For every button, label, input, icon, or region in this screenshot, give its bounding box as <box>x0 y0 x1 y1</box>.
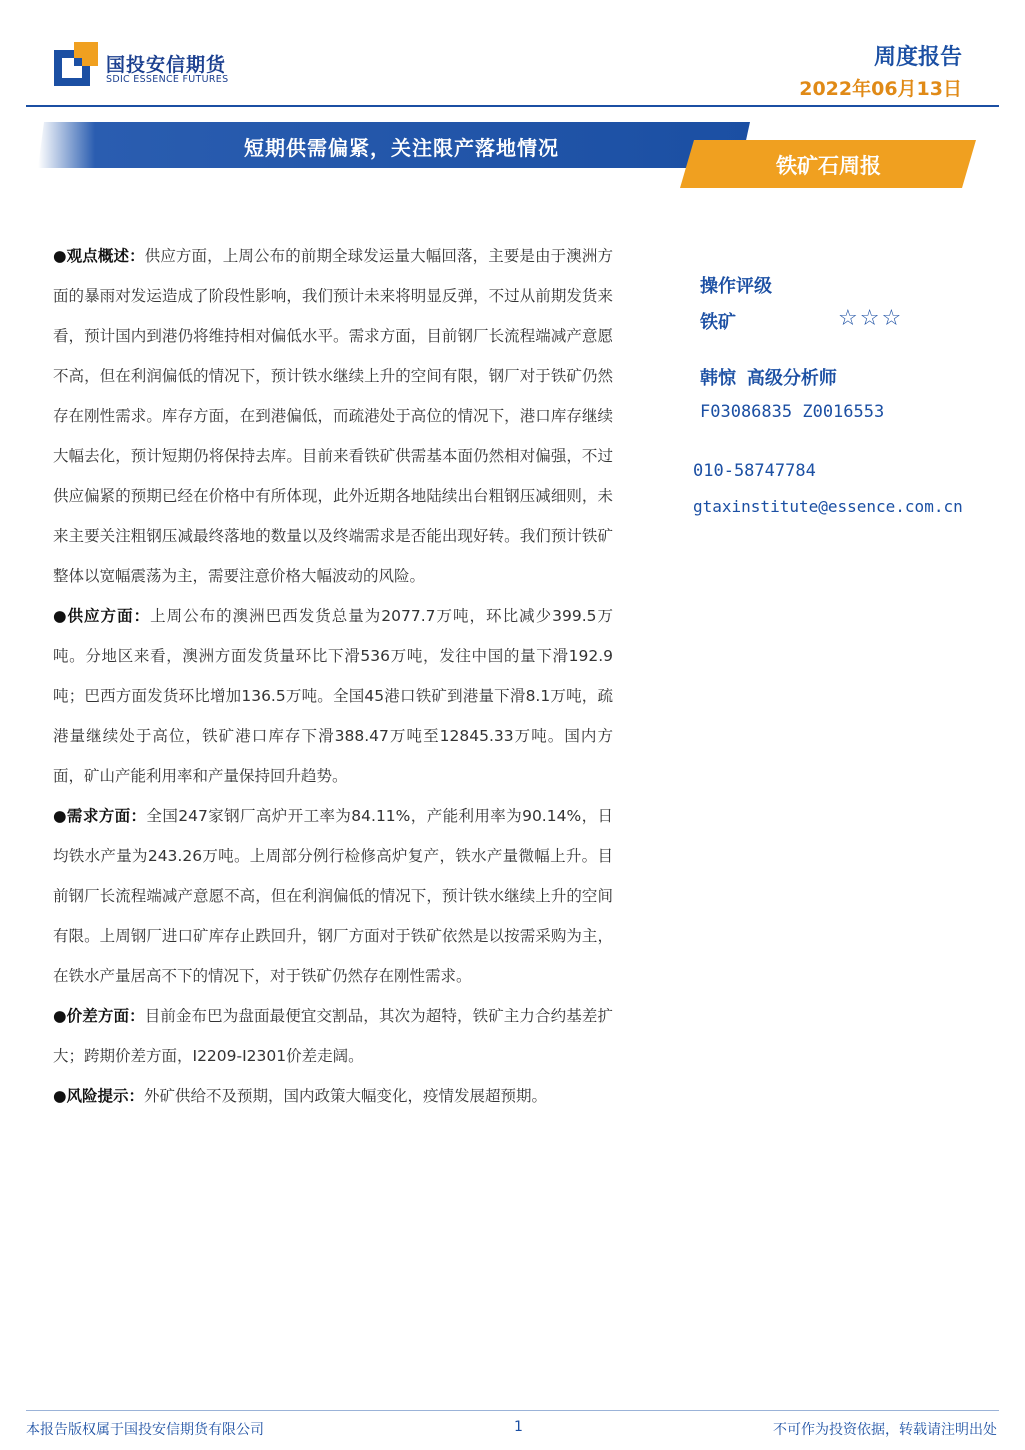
document-type: 周度报告 <box>873 45 962 70</box>
section-text: 目前金布巴为盘面最便宜交割品，其次为超特，铁矿主力合约基差扩大；跨期价差方面，I2209-I2301价差走阔。 <box>53 1007 613 1065</box>
section-label: ●需求方面： <box>53 807 147 825</box>
logo-chinese-name: 国投安信期货 <box>106 54 227 76</box>
footer-copyright: 本报告版权属于国投安信期货有限公司 <box>26 1422 264 1438</box>
section-risk <box>53 1076 613 1116</box>
section-overview <box>53 236 613 596</box>
section-spread <box>53 996 613 1076</box>
report-body <box>53 236 613 1116</box>
contact-phone: 010-58747784 <box>693 461 816 481</box>
report-title: 短期供需偏紧，关注限产落地情况 <box>244 136 559 160</box>
company-logo <box>54 42 254 92</box>
section-text: 供应方面，上周公布的前期全球发运量大幅回落，主要是由于澳洲方面的暴雨对发运造成了阶段性影响，我们预计未来将明显反弹，不过从前期发货来看，预计国内到港仍将维持相对偏低水平。需求方面，目前钢厂长流程端减产意愿不高，但在利润偏低的情况下，预计铁水继续上升的空间有限，钢厂对于铁矿仍然存在刚性需求。库存方面，在到港偏低，而疏港处于高位的情况下，港口库存继续大幅去化，预计短期仍将保持去库。目前来看铁矿供需基本面仍然相对偏强，不过供应偏紧的预期已经在价格中有所体现，此外近期各地陆续出台粗钢压减细则，未来主要关注粗钢压减最终落地的数量以及终端需求是否能出现好转。我们预计铁矿整体以宽幅震荡为主，需要注意价格大幅波动的风险。 <box>53 247 613 585</box>
section-label: ●供应方面： <box>53 607 151 625</box>
document-date: 2022年06月13日 <box>799 78 962 100</box>
section-demand <box>53 796 613 996</box>
rating-title: 操作评级 <box>700 276 772 297</box>
rating-row <box>700 308 920 334</box>
logo-english-name: SDIC ESSENCE FUTURES <box>106 74 229 85</box>
contact-email[interactable]: gtaxinstitute@essence.com.cn <box>693 497 963 516</box>
header-divider <box>26 105 999 107</box>
section-supply <box>53 596 613 796</box>
footer-divider <box>26 1410 999 1411</box>
section-text: 外矿供给不及预期，国内政策大幅变化，疫情发展超预期。 <box>144 1087 548 1105</box>
rating-stars-icon: ☆☆☆ <box>838 306 904 331</box>
section-text: 全国247家钢厂高炉开工率为84.11%，产能利用率为90.14%，日均铁水产量为243.26万吨。上周部分例行检修高炉复产，铁水产量微幅上升。目前钢厂长流程端减产意愿不高，但在利润偏低的情况下，预计铁水继续上升的空间有限。上周钢厂进口矿库存止跌回升，钢厂方面对于铁矿依然是以按需采购为主，在铁水产量居高不下的情况下，对于铁矿仍然存在刚性需求。 <box>53 807 613 985</box>
section-label: ●价差方面： <box>53 1007 145 1025</box>
analyst-certificates: F03086835 Z0016553 <box>700 402 885 422</box>
logo-mark-icon <box>54 42 98 86</box>
section-label: ●观点概述： <box>53 247 145 265</box>
section-label: ●风险提示： <box>53 1087 145 1105</box>
analyst-name: 韩惊 高级分析师 <box>700 368 837 389</box>
rating-commodity: 铁矿 <box>700 312 736 333</box>
section-text: 上周公布的澳洲巴西发货总量为2077.7万吨，环比减少399.5万吨。分地区来看，澳洲方面发货量环比下滑536万吨，发往中国的量下滑192.9吨；巴西方面发货环比增加136.5万吨。全国45港口铁矿到港量下滑8.1万吨，疏港量继续处于高位，铁矿港口库存下滑388.47万吨至12845.33万吨。国内方面，矿山产能利用率和产量保持回升趋势。 <box>53 607 613 785</box>
page-number: 1 <box>514 1419 523 1435</box>
report-category-tag: 铁矿石周报 <box>776 154 881 178</box>
footer-disclaimer: 不可作为投资依据，转载请注明出处 <box>773 1422 997 1438</box>
